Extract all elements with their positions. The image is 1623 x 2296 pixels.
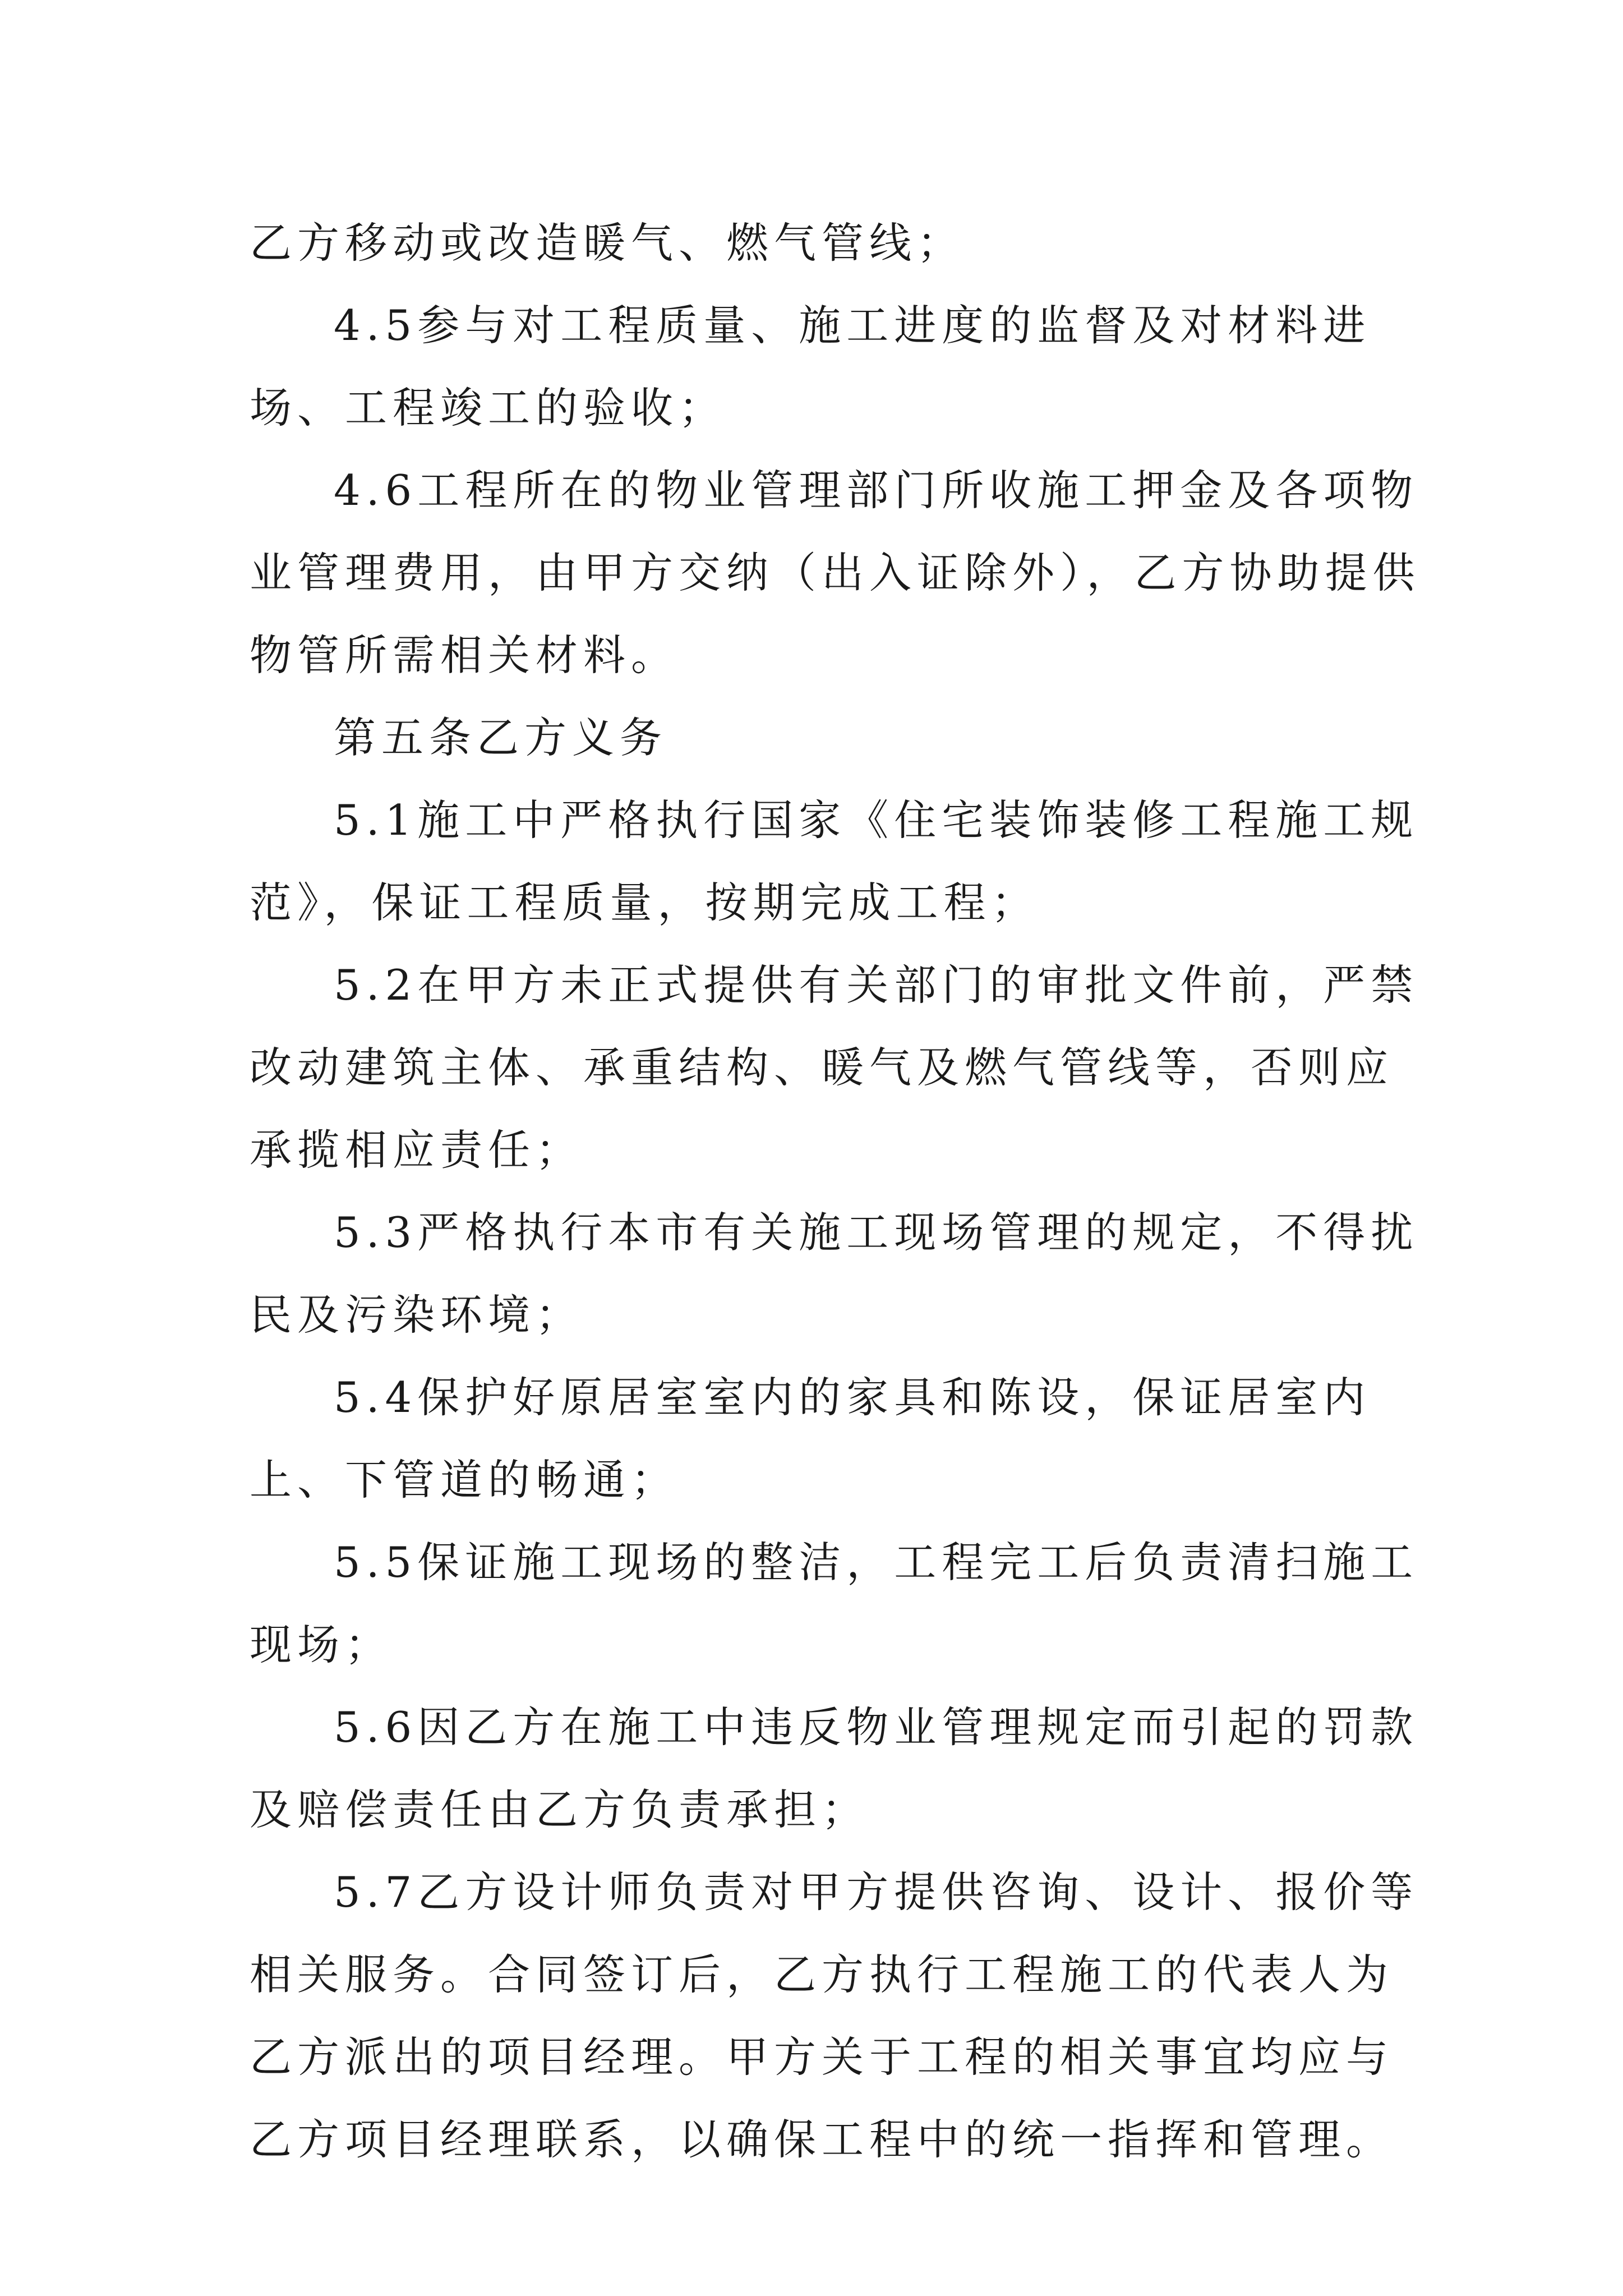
clause-5-6: 5.6因乙方在施工中违反物业管理规定而引起的罚款及赔偿责任由乙方负责承担； bbox=[250, 1703, 1419, 1834]
clause-5-1: 5.1施工中严格执行国家《住宅装饰装修工程施工规范》，保证工程质量，按期完成工程； bbox=[250, 795, 1419, 927]
clause-5-4: 5.4保护好原居室室内的家具和陈设，保证居室内上、下管道的畅通； bbox=[250, 1373, 1371, 1504]
document-body bbox=[250, 202, 1427, 2181]
clause-5-7: 5.7乙方设计师负责对甲方提供咨询、设计、报价等相关服务。合同签订后，乙方执行工程施工的代表人为乙方派出的项目经理。甲方关于工程的相关事宜均应与乙方项目经理联系，以确保工程中的统一指挥和管理。 bbox=[250, 1867, 1419, 2164]
clause-4-5: 4.5参与对工程质量、施工进度的监督及对材料进场、工程竣工的验收； bbox=[250, 301, 1371, 432]
paragraph-continuation: 乙方移动或改造暖气、燃气管线； bbox=[250, 218, 965, 268]
section-heading-article-5: 第五条乙方义务 bbox=[334, 713, 668, 762]
clause-5-3: 5.3严格执行本市有关施工现场管理的规定，不得扰民及污染环境； bbox=[250, 1208, 1419, 1340]
clause-4-6: 4.6工程所在的物业管理部门所收施工押金及各项物业管理费用，由甲方交纳（出入证除外），乙方协助提供物管所需相关材料。 bbox=[250, 466, 1421, 680]
clause-5-5: 5.5保证施工现场的整洁，工程完工后负责清扫施工现场； bbox=[250, 1538, 1419, 1669]
clause-5-2: 5.2在甲方未正式提供有关部门的审批文件前，严禁改动建筑主体、承重结构、暖气及燃气管线等，否则应承揽相应责任； bbox=[250, 960, 1419, 1175]
